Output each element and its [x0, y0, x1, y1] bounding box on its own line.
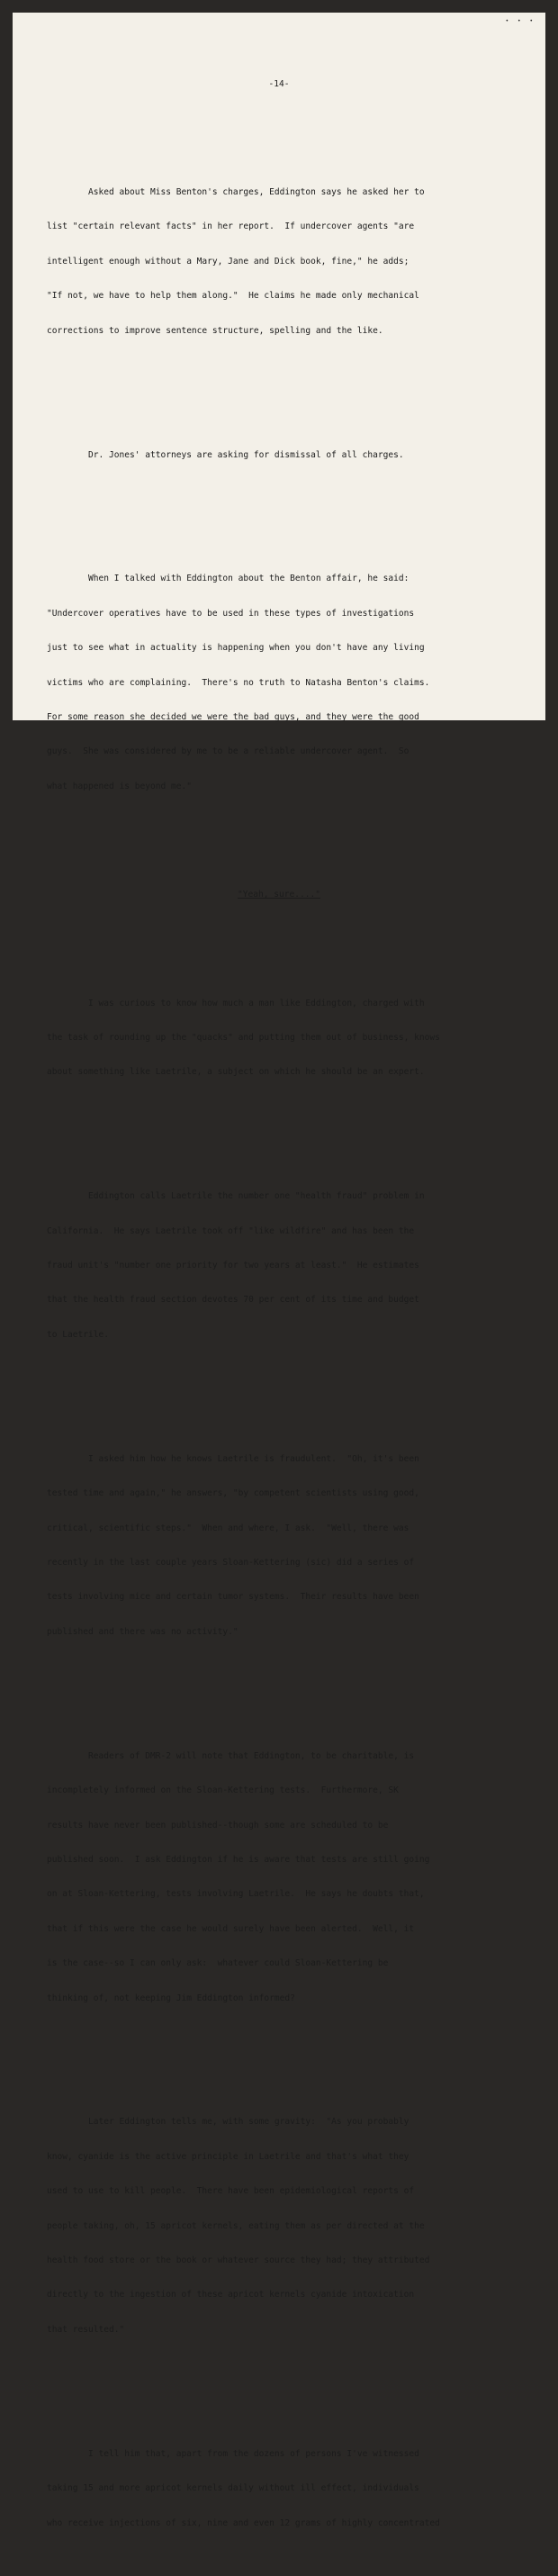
text-line: Readers of DMR-2 will note that Eddington, to be charitable, is [47, 1750, 415, 1761]
text-line: For some reason she decided we were the bad guys, and they were the good [47, 712, 419, 723]
page-number: -14- [268, 78, 290, 89]
text-line: directly to the ingestion of these apricot kernels cyanide intoxication [47, 2290, 415, 2300]
text-line: When I talked with Eddington about the Benton affair, he said: [47, 574, 410, 584]
text-line: guys. She was considered by me to be a reliable undercover agent. So [47, 746, 410, 757]
text-line: "Undercover operatives have to be used in these types of investigations [47, 608, 415, 619]
text-line: tested time and again," he answers, "by competent scientists using good, [47, 1488, 419, 1499]
text-line: about something like Laetrile, a subject on which he should be an expert. [47, 1067, 425, 1078]
text-line: health food store or the book or whatever source they had; they attributed [47, 2255, 430, 2266]
text-line: just to see what in actuality is happening when you don't have any living [47, 643, 425, 654]
text-line: I asked him how he knows Laetrile is fraudulent. "Oh, it's been [47, 1453, 419, 1464]
text-line: Later Eddington tells me, with some gravity: "As you probably [47, 2117, 410, 2128]
text-line: victims who are complaining. There's no truth to Natasha Benton's claims. [47, 677, 430, 688]
text-line: "If not, we have to help them along." He claims he made only mechanical [47, 291, 419, 302]
text-line: is the case--so I can only ask: whatever could Sloan-Kettering be [47, 1958, 389, 1969]
text-line: Eddington calls Laetrile the number one "health fraud" problem in [47, 1191, 425, 1202]
text-line: taking 15 and more apricot kernels daily without ill effect, individuals [47, 2483, 419, 2494]
text-line: used to use to kill people. There have been epidemiological reports of [47, 2186, 415, 2197]
text-line: tests involving mice and certain tumor systems. Their results have been [47, 1592, 419, 1603]
text-line: California. He says Laetrile took off "like wildfire" and has been the [47, 1225, 415, 1236]
paragraph [47, 164, 511, 360]
text-line: what happened is beyond me." [47, 781, 192, 791]
text-line: that resulted." [47, 2324, 125, 2335]
paragraph [47, 2426, 511, 2553]
text-line: the task of rounding up the "quacks" and putting them out of business, knows [47, 1032, 440, 1043]
paragraph [47, 427, 511, 484]
text-line: know, cyanide is the active principle in Laetrile and that's what they [47, 2151, 410, 2162]
text-line: list "certain relevant facts" in her report. If undercover agents "are [47, 221, 415, 232]
page-text [47, 56, 511, 2576]
text-line: incompletely informed on the Sloan-Kettering tests. Furthermore, SK [47, 1785, 399, 1796]
text-line: that the health fraud section devotes 70 per cent of its time and budget [47, 1295, 419, 1306]
text-line: I was curious to know how much a man like Eddington, charged with [47, 998, 425, 1008]
section-heading: "Yeah, sure...." [238, 890, 320, 900]
text-line: thinking of, not keeping Jim Eddington informed? [47, 1993, 295, 2003]
text-line: fraud unit's "number one priority for two years at least." He estimates [47, 1261, 419, 1271]
text-line: I tell him that, apart from the dozens of persons I've witnessed [47, 2448, 419, 2459]
text-line: published soon. I ask Eddington if he is aware that tests are still going [47, 1854, 430, 1865]
text-line: that if this were the case he would surely have been alerted. Well, it [47, 1923, 415, 1934]
text-line: people taking, oh, 15 apricot kernels, eating them as per directed at the [47, 2220, 425, 2231]
text-line: corrections to improve sentence structure, spelling and the like. [47, 325, 383, 336]
text-line: recently in the last couple years Sloan-Kettering (sic) did a series of [47, 1558, 415, 1568]
paragraph [47, 2094, 511, 2359]
paragraph [47, 1431, 511, 1661]
text-line: published and there was no activity." [47, 1626, 238, 1637]
text-line: Asked about Miss Benton's charges, Eddington says he asked her to [47, 186, 425, 197]
paragraph [47, 1169, 511, 1365]
text-line: Dr. Jones' attorneys are asking for dismissal of all charges. [47, 449, 404, 460]
paragraph [47, 1728, 511, 2028]
text-line: intelligent enough without a Mary, Jane and Dick book, fine," he adds; [47, 256, 410, 267]
text-line: critical, scientific steps." When and where, I ask. "Well, there was [47, 1523, 410, 1533]
text-line: on at Sloan-Kettering, tests involving Laetrile. He says he doubts that, [47, 1889, 425, 1900]
document-page [13, 13, 545, 2528]
text-line: results have never been published--though some are scheduled to be [47, 1820, 389, 1830]
paragraph [47, 551, 511, 816]
paragraph [47, 975, 511, 1102]
text-line: to Laetrile. [47, 1329, 109, 1340]
corner-marks: • • • [505, 18, 536, 24]
text-line: who receive injections of six, nine and even 12 grams of highly concentrated [47, 2517, 440, 2528]
